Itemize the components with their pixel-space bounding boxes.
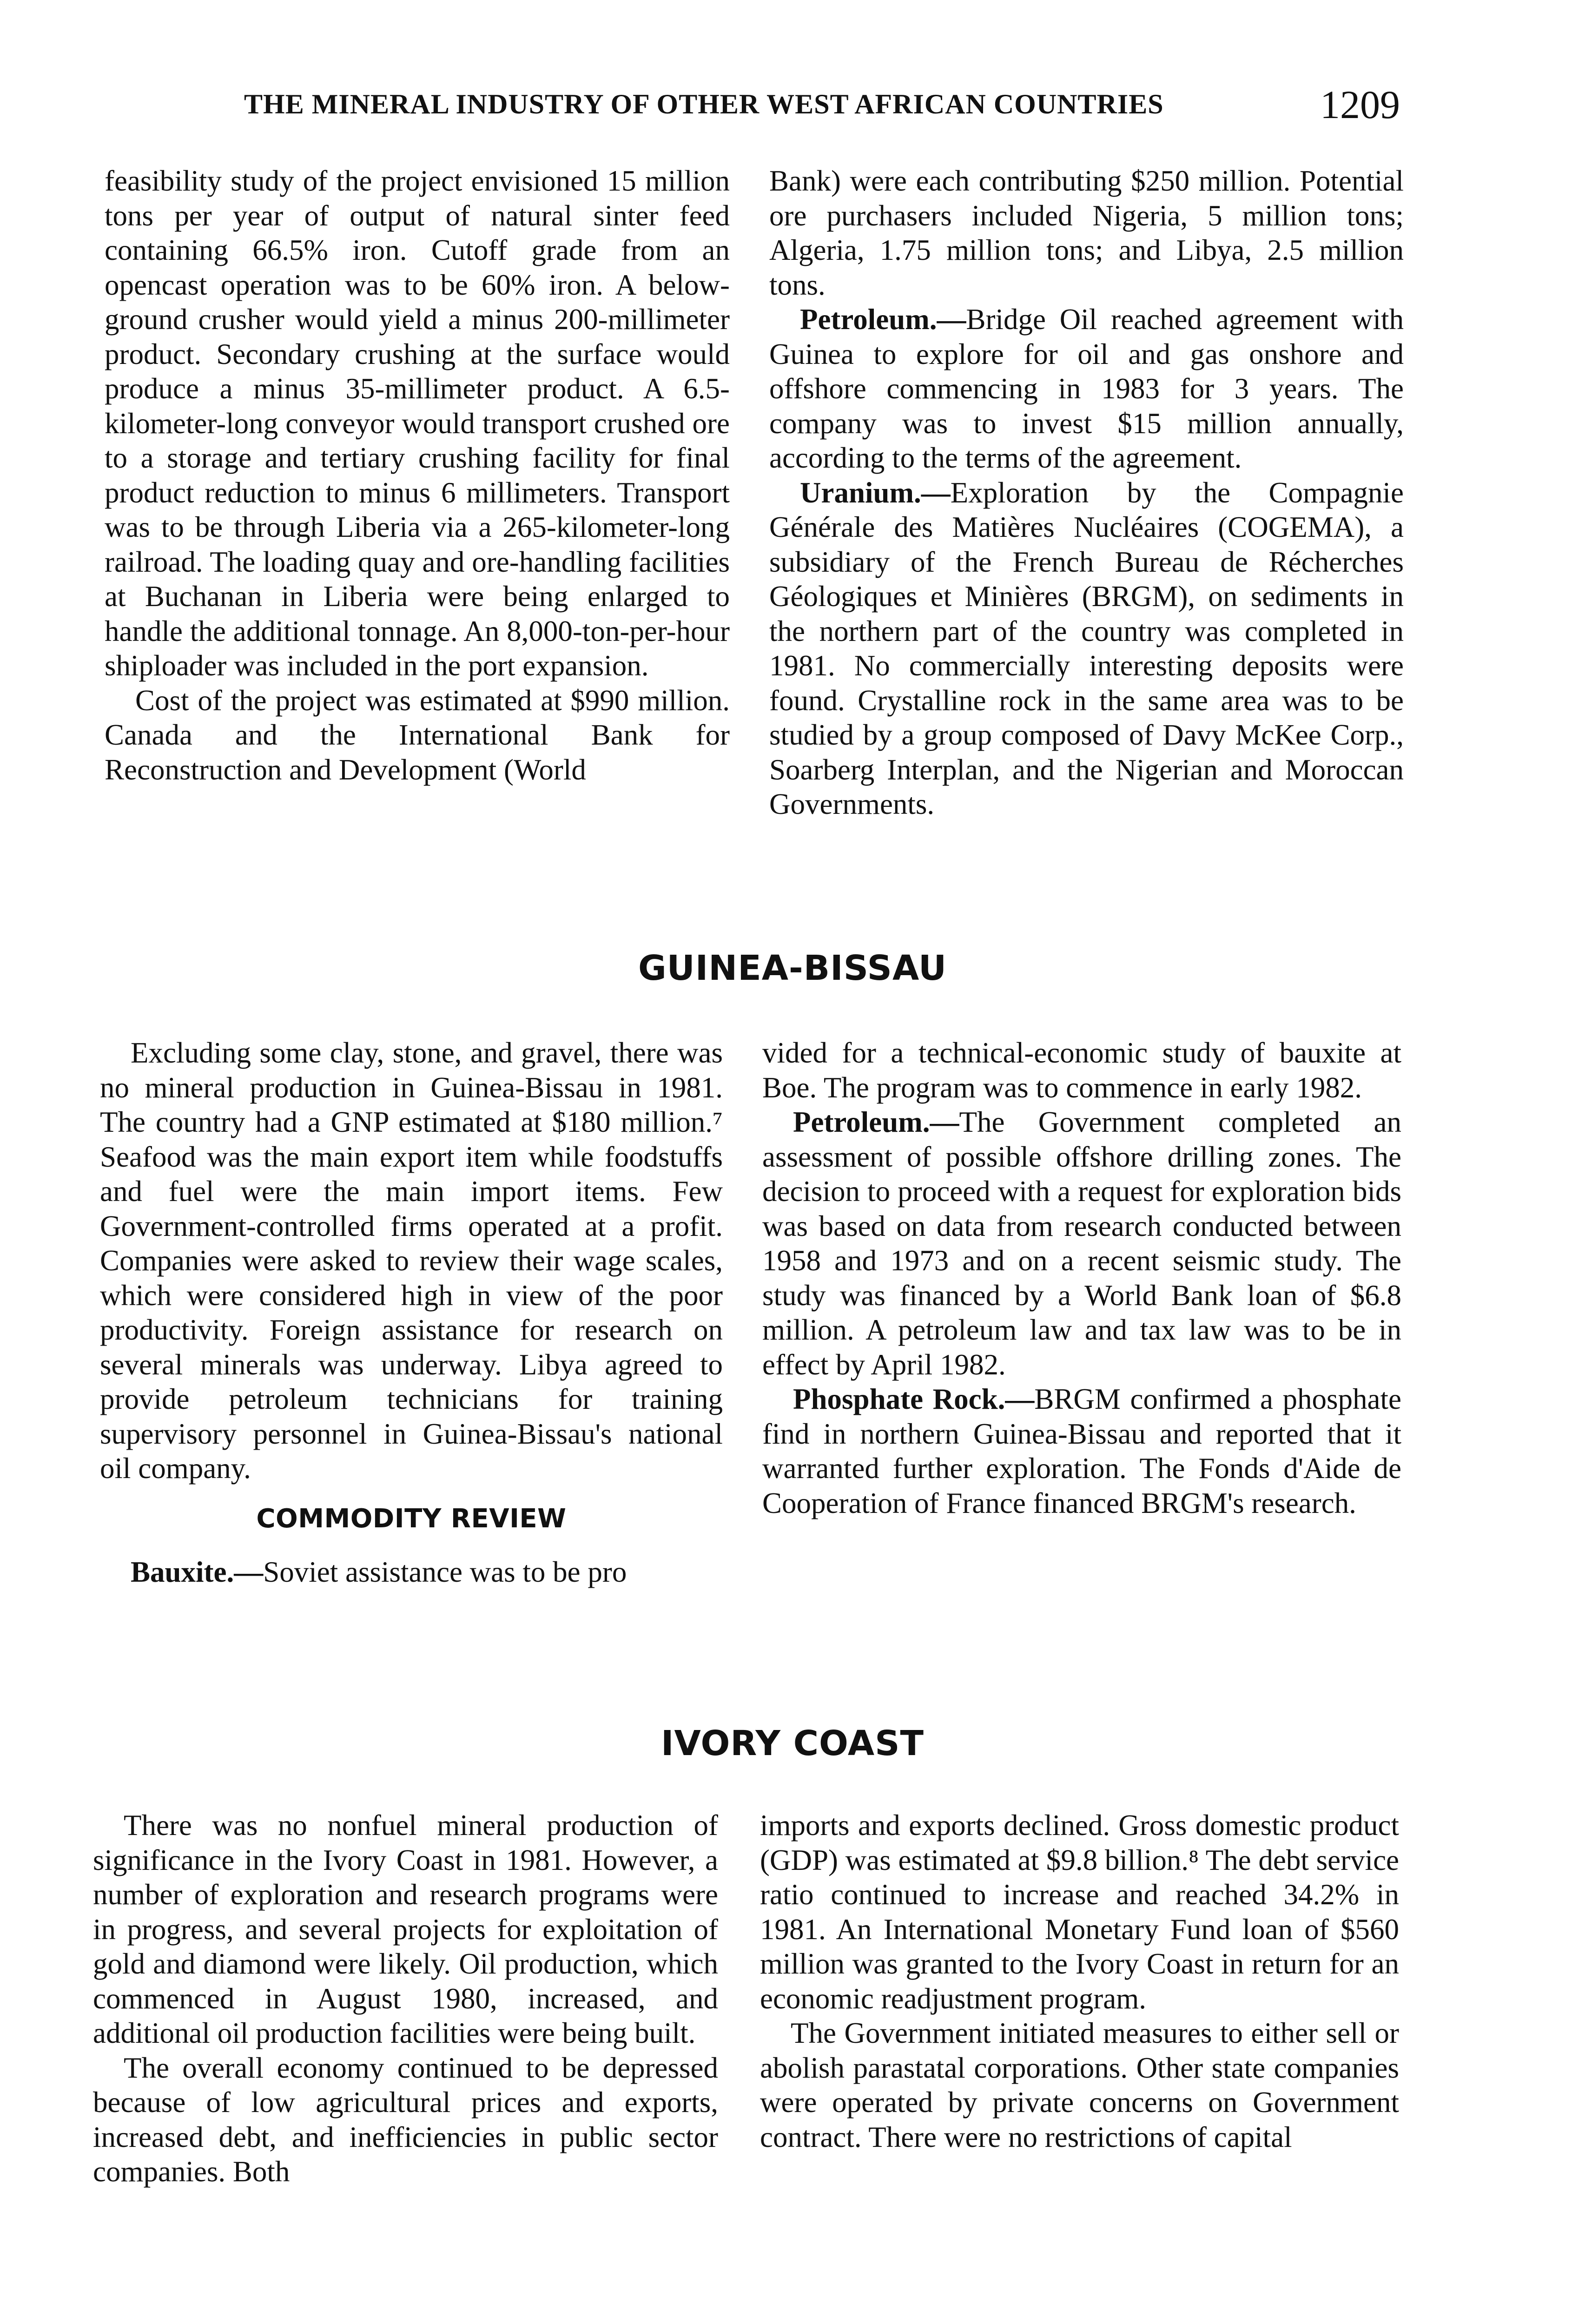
paragraph: Uranium.—Exploration by the Compagnie Générale des Matières Nucléaires (COGEMA), a subsidiary of the French Bureau de Récherches Géologiques et Minières (BRGM), on sediments in the northern part of the country was completed in 1981. No commercially interesting deposits were found. Crystalline rock in the same area was to be studied by a group composed of Davy McKee Corp., Soarberg Interplan, and the Nigerian and Moroccan Governments. — [769, 476, 1404, 820]
paragraph: Phosphate Rock.—BRGM confirmed a phosphate find in northern Guinea-Bissau and reported that it warranted further exploration. The Fonds d'Aide de Cooperation of France financed BRGM's research. — [762, 1383, 1401, 1519]
paragraph: Excluding some clay, stone, and gravel, there was no mineral production in Guinea-Bissau in 1981. The country had a GNP estimated at $180 million.⁷ Seafood was the main export item while foodstuffs and fuel were the main import items. Few Government-controlled firms operated at a profit. Companies were asked to review their wage scales, which were considered high in view of the poor productivity. Foreign assistance for research on several minerals was underway. Libya agreed to provide petroleum technicians for training supervisory personnel in Guinea-Bissau's national oil company. — [100, 1037, 723, 1485]
section-lead: Bauxite.— — [131, 1556, 264, 1588]
paragraph: Petroleum.—The Government completed an assessment of possible offshore drilling zones. The decision to proceed with a request for exploration bids was based on data from research conducted between 1958 and 1973 and on a recent seismic study. The study was financed by a World Bank loan of $6.8 million. A petroleum law and tax law was to be in effect by April 1982. — [762, 1106, 1401, 1381]
running-title: THE MINERAL INDUSTRY OF OTHER WEST AFRICAN COUNTRIES — [244, 89, 1164, 119]
paragraph: vided for a technical-economic study of bauxite at Boe. The program was to commence in early 1982. — [762, 1037, 1401, 1104]
paragraph: imports and exports declined. Gross domestic product (GDP) was estimated at $9.8 billion.⁸ The debt service ratio continued to increase and reached 34.2% in 1981. An International Monetary Fund loan of $560 million was granted to the Ivory Coast in return for an economic readjustment program. — [760, 1809, 1399, 2015]
section-lead: Petroleum.— — [800, 303, 966, 336]
ivory-coast-right-column — [760, 1808, 1399, 2154]
ivory-coast-left-column — [93, 1808, 718, 2189]
guinea-bissau-left-column — [100, 1036, 723, 1590]
commodity-review-heading: COMMODITY REVIEW — [256, 1503, 567, 1534]
page-number: 1209 — [1320, 82, 1400, 127]
paragraph: Bank) were each contributing $250 million. Potential ore purchasers included Nigeria, 5 million tons; Algeria, 1.75 million tons; and Libya, 2.5 million tons. — [769, 165, 1404, 301]
paragraph: feasibility study of the project envisioned 15 million tons per year of output of natural sinter feed containing 66.5% iron. Cutoff grade from an opencast operation was to be 60% iron. A below-ground crusher would yield a minus 200-millimeter product. Secondary crushing at the surface would produce a minus 35-millimeter product. A 6.5-kilometer-long conveyor would transport crushed ore to a storage and tertiary crushing facility for final product reduction to minus 6 millimeters. Transport was to be through Liberia via a 265-kilometer-long railroad. The loading quay and ore-handling facilities at Buchanan in Liberia were being enlarged to handle the additional tonnage. An 8,000-ton-per-hour shiploader was included in the port expansion. — [105, 165, 730, 682]
paragraph: Petroleum.—Bridge Oil reached agreement with Guinea to explore for oil and gas onshore and offshore commencing in 1983 for 3 years. The company was to invest $15 million annually, according to the terms of the agreement. — [769, 303, 1404, 474]
paragraph: Bauxite.—Soviet assistance was to be pro — [131, 1556, 627, 1588]
paragraph: The overall economy continued to be depressed because of low agricultural prices and exports, increased debt, and inefficiencies in public sector companies. Both — [93, 2051, 718, 2188]
guinea-bissau-right-column — [762, 1036, 1401, 1520]
guinea-right-column — [769, 164, 1404, 822]
section-heading: GUINEA-BISSAU — [638, 948, 947, 988]
paragraph: The Government initiated measures to either sell or abolish parastatal corporations. Other state companies were operated by private concerns on Government contract. There were no restrictions of capital — [760, 2017, 1399, 2153]
section-lead: Uranium.— — [800, 476, 951, 509]
paragraph: There was no nonfuel mineral production of significance in the Ivory Coast in 1981. However, a number of exploration and research programs were in progress, and several projects for exploitation of gold and diamond were likely. Oil production, which commenced in August 1980, increased, and additional oil production facilities were being built. — [93, 1809, 718, 2049]
guinea-left-column — [105, 164, 730, 787]
section-lead: Phosphate Rock.— — [793, 1383, 1035, 1415]
section-lead: Petroleum.— — [793, 1106, 959, 1138]
section-heading: IVORY COAST — [661, 1723, 924, 1763]
paragraph: Cost of the project was estimated at $990 million. Canada and the International Bank for Reconstruction and Development (World — [105, 684, 730, 786]
